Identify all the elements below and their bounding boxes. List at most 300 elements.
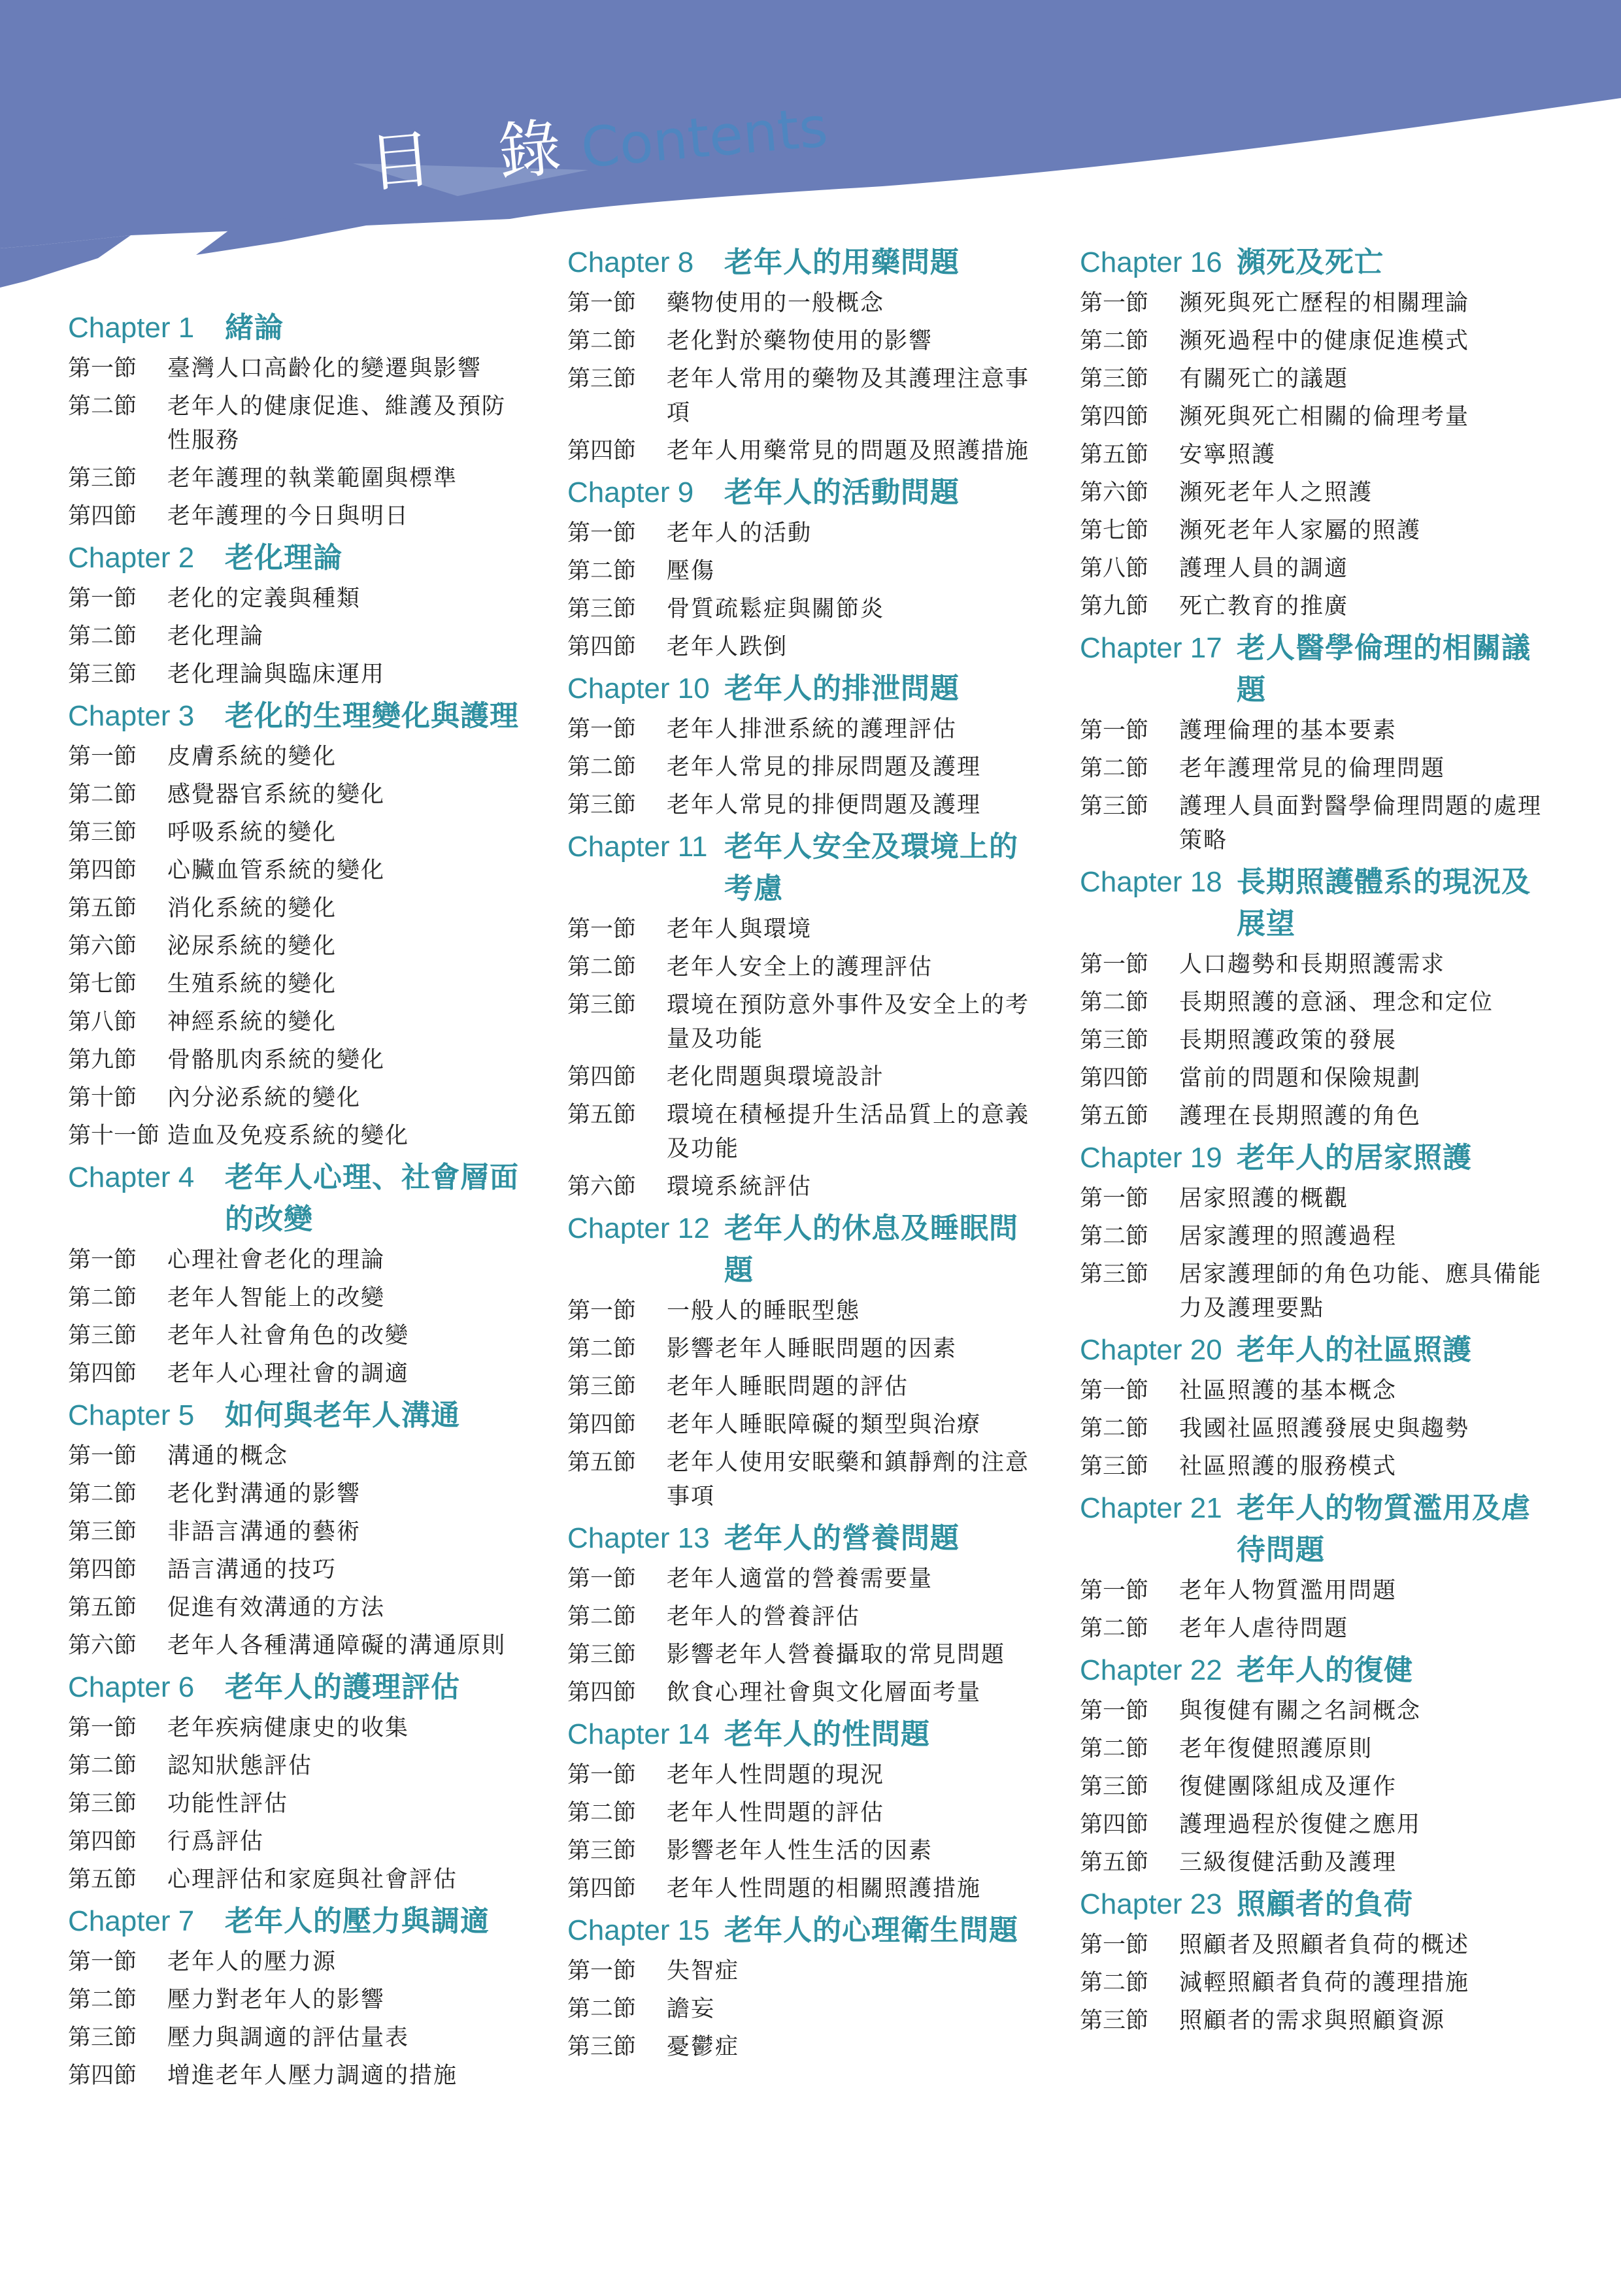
section-number: 第三節 [68, 1323, 137, 1349]
section-number: 第一節 [68, 1949, 137, 1975]
section-entry[interactable] [1080, 2004, 1550, 2038]
section-title: 壓力與調適的評估量表 [167, 2025, 410, 2051]
section-entry[interactable] [1080, 590, 1550, 624]
section-number: 第三節 [567, 1374, 637, 1400]
chapter-title: 老年人的心理衛生問題 [724, 1914, 1018, 1947]
section-title: 老年人跌倒 [667, 634, 788, 660]
section-title: 骨骼肌肉系統的變化 [167, 1047, 386, 1073]
toc-column-1 [68, 303, 526, 2097]
chapter-label: Chapter 11 [567, 831, 708, 863]
section-entry[interactable] [1080, 1257, 1550, 1325]
section-number: 第三節 [68, 2025, 137, 2051]
section-title: 增進老年人壓力調適的措施 [167, 2063, 458, 2089]
section-number: 第四節 [1080, 1812, 1149, 1838]
section-title: 老年人物質濫用問題 [1179, 1578, 1397, 1604]
chapter-label: Chapter 6 [68, 1671, 195, 1703]
section-entry[interactable] [567, 950, 1038, 984]
section-entry[interactable] [68, 1553, 526, 1587]
section-number: 第四節 [68, 1829, 137, 1855]
section-entry[interactable] [567, 1098, 1038, 1166]
section-entry[interactable] [1080, 552, 1550, 586]
section-entry[interactable] [68, 1477, 526, 1511]
section-number: 第三節 [567, 1838, 637, 1864]
section-number: 第五節 [1080, 442, 1149, 468]
section-entry[interactable] [567, 286, 1038, 320]
chapter-heading[interactable] [567, 1208, 1038, 1291]
section-entry[interactable] [567, 1060, 1038, 1094]
section-title: 護理人員面對醫學倫理問題的處理策略 [1179, 793, 1543, 854]
section-number: 第五節 [68, 1867, 137, 1893]
section-entry[interactable] [68, 1711, 526, 1745]
section-title: 行爲評估 [167, 1829, 265, 1855]
section-entry[interactable] [567, 1446, 1038, 1514]
section-entry[interactable] [68, 499, 526, 533]
section-entry[interactable] [567, 750, 1038, 784]
section-number: 第五節 [1080, 1103, 1149, 1129]
section-entry[interactable] [1080, 1574, 1550, 1608]
section-number: 第一節 [1080, 1698, 1149, 1724]
section-entry[interactable] [68, 1591, 526, 1625]
section-entry[interactable] [567, 1562, 1038, 1596]
chapter-title: 老人醫學倫理的相關議題 [1237, 631, 1531, 707]
chapter-title: 老化的生理變化與護理 [225, 699, 519, 733]
section-number: 第二節 [567, 558, 637, 584]
section-title: 瀕死與死亡歷程的相關理論 [1179, 290, 1470, 316]
section-entry[interactable] [1080, 1061, 1550, 1095]
section-title: 當前的問題和保險規劃 [1179, 1065, 1422, 1091]
section-number: 第三節 [567, 792, 637, 818]
chapter-label: Chapter 5 [68, 1399, 195, 1431]
section-title: 老年人的活動 [667, 520, 812, 546]
section-number: 第六節 [567, 1174, 637, 1200]
section-title: 皮膚系統的變化 [167, 744, 337, 770]
chapter-label: Chapter 8 [567, 246, 694, 278]
chapter-label: Chapter 19 [1080, 1142, 1222, 1174]
section-number: 第二節 [1080, 756, 1149, 782]
section-title: 人口趨勢和長期照護需求 [1179, 952, 1446, 978]
section-entry[interactable] [68, 740, 526, 774]
section-number: 第八節 [1080, 556, 1149, 582]
section-entry[interactable] [567, 788, 1038, 822]
chapter-title: 老年人的性問題 [724, 1718, 930, 1751]
chapter-label: Chapter 14 [567, 1718, 710, 1750]
section-entry[interactable] [567, 1408, 1038, 1442]
section-entry[interactable] [1080, 1694, 1550, 1728]
section-entry[interactable] [68, 1825, 526, 1859]
section-number: 第二節 [567, 754, 637, 780]
section-entry[interactable] [68, 1357, 526, 1391]
section-title: 影響老年人睡眠問題的因素 [667, 1336, 958, 1362]
section-entry[interactable] [68, 461, 526, 495]
section-title: 老年人社會角色的改變 [167, 1323, 410, 1349]
section-number: 第十節 [68, 1085, 137, 1111]
chapter-heading[interactable] [1080, 1488, 1550, 1571]
section-title: 護理倫理的基本要素 [1179, 718, 1397, 744]
section-title: 老年人常用的藥物及其護理注意事項 [667, 366, 1030, 426]
section-number: 第二節 [68, 782, 137, 808]
section-entry[interactable] [1080, 476, 1550, 510]
section-number: 第一節 [1080, 952, 1149, 978]
chapter-heading[interactable] [68, 537, 526, 579]
section-entry[interactable] [567, 630, 1038, 664]
section-entry[interactable] [68, 967, 526, 1001]
section-title: 長期照護政策的發展 [1179, 1027, 1397, 1054]
section-entry[interactable] [68, 1243, 526, 1277]
toc-column-2 [567, 238, 1038, 2068]
section-title: 內分泌系統的變化 [167, 1085, 361, 1111]
section-title: 有關死亡的議題 [1179, 366, 1349, 392]
section-entry[interactable] [1080, 752, 1550, 786]
section-entry[interactable] [1080, 790, 1550, 857]
chapter-heading[interactable] [1080, 1329, 1550, 1371]
section-entry[interactable] [567, 1992, 1038, 2026]
section-entry[interactable] [1080, 362, 1550, 396]
section-number: 第一節 [567, 1298, 637, 1324]
section-number: 第四節 [1080, 404, 1149, 430]
section-entry[interactable] [1080, 1732, 1550, 1766]
section-entry[interactable] [567, 1294, 1038, 1328]
chapter-heading[interactable] [68, 695, 526, 737]
section-title: 瀕死與死亡相關的倫理考量 [1179, 404, 1470, 430]
section-entry[interactable] [567, 1600, 1038, 1634]
section-entry[interactable] [1080, 1966, 1550, 2000]
section-entry[interactable] [68, 929, 526, 963]
section-title: 老年人睡眠障礙的類型與治療 [667, 1412, 982, 1438]
section-entry[interactable] [68, 1863, 526, 1897]
section-entry[interactable] [68, 2059, 526, 2093]
section-title: 老化問題與環境設計 [667, 1064, 885, 1090]
section-title: 造血及免疫系統的變化 [167, 1123, 410, 1149]
section-entry[interactable] [1080, 1412, 1550, 1446]
chapter-label: Chapter 13 [567, 1522, 710, 1554]
chapter-label: Chapter 4 [68, 1161, 195, 1193]
section-entry[interactable] [567, 1872, 1038, 1906]
section-entry[interactable] [1080, 438, 1550, 472]
chapter-heading[interactable] [68, 1157, 526, 1240]
chapter-title: 長期照護體系的現況及展望 [1237, 865, 1531, 940]
chapter-heading[interactable] [68, 1395, 526, 1437]
section-entry[interactable] [68, 816, 526, 850]
section-number: 第四節 [68, 503, 137, 529]
chapter-heading[interactable] [567, 1910, 1038, 1952]
section-entry[interactable] [1080, 400, 1550, 434]
section-entry[interactable] [1080, 1374, 1550, 1408]
section-title: 復健團隊組成及運作 [1179, 1774, 1397, 1800]
section-number: 第六節 [1080, 480, 1149, 506]
chapter-title: 老化理論 [225, 541, 343, 574]
section-title: 瀕死老年人之照護 [1179, 480, 1373, 506]
section-title: 臺灣人口高齡化的變遷與影響 [167, 356, 482, 382]
section-number: 第一節 [567, 716, 637, 742]
section-title: 心臟血管系統的變化 [167, 857, 386, 884]
chapter-heading[interactable] [567, 1518, 1038, 1559]
section-title: 環境在積極提升生活品質上的意義及功能 [667, 1102, 1030, 1162]
section-title: 老化的定義與種類 [167, 586, 361, 612]
section-entry[interactable] [567, 1370, 1038, 1404]
section-number: 第五節 [1080, 1850, 1149, 1876]
chapter-label: Chapter 15 [567, 1914, 710, 1946]
section-number: 第三節 [1080, 1454, 1149, 1480]
section-title: 我國社區照護發展史與趨勢 [1179, 1416, 1470, 1442]
section-entry[interactable] [1080, 1612, 1550, 1646]
section-title: 飲食心理社會與文化層面考量 [667, 1680, 982, 1706]
section-title: 環境在預防意外事件及安全上的考量及功能 [667, 992, 1030, 1052]
section-number: 第三節 [567, 992, 637, 1018]
section-entry[interactable] [68, 620, 526, 654]
section-entry[interactable] [1080, 1808, 1550, 1842]
section-entry[interactable] [68, 1945, 526, 1979]
section-title: 減輕照顧者負荷的護理措施 [1179, 1970, 1470, 1996]
chapter-title: 老年人的活動問題 [724, 476, 960, 509]
section-entry[interactable] [68, 1787, 526, 1821]
section-entry[interactable] [1080, 1099, 1550, 1133]
section-title: 老年人的健康促進、維護及預防性服務 [167, 393, 507, 454]
chapter-title: 老年人的復健 [1237, 1654, 1413, 1687]
section-title: 與復健有關之名詞概念 [1179, 1698, 1422, 1724]
chapter-label: Chapter 2 [68, 542, 195, 574]
chapter-heading[interactable] [567, 242, 1038, 284]
chapter-heading[interactable] [1080, 1137, 1550, 1179]
section-entry[interactable] [567, 362, 1038, 430]
section-entry[interactable] [567, 988, 1038, 1056]
section-entry[interactable] [68, 1081, 526, 1115]
chapter-heading[interactable] [68, 1667, 526, 1708]
section-entry[interactable] [567, 324, 1038, 358]
section-entry[interactable] [68, 891, 526, 925]
section-entry[interactable] [68, 1043, 526, 1077]
section-number: 第一節 [567, 1762, 637, 1788]
section-entry[interactable] [68, 1005, 526, 1039]
section-number: 第一節 [1080, 1932, 1149, 1958]
section-entry[interactable] [1080, 1220, 1550, 1254]
section-entry[interactable] [68, 854, 526, 888]
section-entry[interactable] [567, 1170, 1038, 1204]
section-number: 第四節 [567, 1412, 637, 1438]
chapter-title: 如何與老年人溝通 [225, 1399, 460, 1432]
section-entry[interactable] [1080, 1846, 1550, 1880]
section-title: 生殖系統的變化 [167, 971, 337, 997]
section-number: 第三節 [1080, 793, 1149, 820]
toc-column-3 [1080, 238, 1550, 2042]
section-number: 第二節 [68, 1481, 137, 1507]
section-entry[interactable] [567, 912, 1038, 946]
chapter-title: 老年人的居家照護 [1237, 1141, 1472, 1174]
section-entry[interactable] [68, 1319, 526, 1353]
section-number: 第四節 [567, 1680, 637, 1706]
section-entry[interactable] [68, 390, 526, 458]
section-entry[interactable] [68, 1983, 526, 2017]
section-title: 非語言溝通的藝術 [167, 1519, 361, 1545]
chapter-heading[interactable] [1080, 1884, 1550, 1925]
section-title: 老化對於藥物使用的影響 [667, 328, 933, 354]
section-number: 第五節 [68, 895, 137, 922]
section-entry[interactable] [68, 1281, 526, 1315]
section-title: 老年人心理社會的調適 [167, 1361, 410, 1387]
section-number: 第九節 [1080, 593, 1149, 620]
section-entry[interactable] [1080, 986, 1550, 1020]
section-number: 第七節 [1080, 518, 1149, 544]
section-number: 第三節 [567, 366, 637, 392]
section-number: 第三節 [567, 1642, 637, 1668]
section-title: 泌尿系統的變化 [167, 933, 337, 959]
chapter-title: 老年人的排泄問題 [724, 672, 960, 705]
section-entry[interactable] [68, 778, 526, 812]
section-number: 第三節 [1080, 366, 1149, 392]
section-number: 第一節 [68, 586, 137, 612]
section-entry[interactable] [567, 1758, 1038, 1792]
section-title: 感覺器官系統的變化 [167, 782, 386, 808]
chapter-heading[interactable] [567, 1714, 1038, 1755]
chapter-heading[interactable] [567, 826, 1038, 910]
section-number: 第三節 [68, 465, 137, 491]
section-title: 影響老年人性生活的因素 [667, 1838, 933, 1864]
section-number: 第二節 [567, 954, 637, 980]
section-number: 第六節 [68, 1633, 137, 1659]
chapter-label: Chapter 9 [567, 476, 694, 508]
section-entry[interactable] [567, 1332, 1038, 1366]
section-entry[interactable] [68, 352, 526, 386]
section-number: 第一節 [1080, 1378, 1149, 1404]
section-number: 第八節 [68, 1009, 137, 1035]
section-entry[interactable] [68, 2021, 526, 2055]
section-title: 老年人安全上的護理評估 [667, 954, 933, 980]
section-title: 照顧者及照顧者負荷的概述 [1179, 1932, 1470, 1958]
section-entry[interactable] [68, 1629, 526, 1663]
section-number: 第十一節 [68, 1123, 160, 1149]
section-entry[interactable] [1080, 1450, 1550, 1484]
section-title: 老化理論與臨床運用 [167, 661, 386, 688]
chapter-label: Chapter 16 [1080, 246, 1222, 278]
section-entry[interactable] [567, 1638, 1038, 1672]
section-number: 第三節 [68, 1519, 137, 1545]
section-number: 第九節 [68, 1047, 137, 1073]
section-title: 老化理論 [167, 624, 265, 650]
section-number: 第二節 [1080, 1736, 1149, 1762]
section-title: 呼吸系統的變化 [167, 820, 337, 846]
section-entry[interactable] [1080, 948, 1550, 982]
section-entry[interactable] [68, 1515, 526, 1549]
section-number: 第三節 [68, 820, 137, 846]
section-entry[interactable] [68, 1749, 526, 1783]
section-entry[interactable] [1080, 1023, 1550, 1057]
section-title: 瀕死過程中的健康促進模式 [1179, 328, 1470, 354]
section-entry[interactable] [567, 712, 1038, 746]
section-number: 第一節 [567, 290, 637, 316]
chapter-heading[interactable] [1080, 242, 1550, 284]
chapter-label: Chapter 22 [1080, 1654, 1222, 1686]
section-title: 老年人與環境 [667, 916, 812, 942]
chapter-heading[interactable] [1080, 1650, 1550, 1691]
chapter-label: Chapter 20 [1080, 1334, 1222, 1366]
section-title: 老年人使用安眠藥和鎮靜劑的注意事項 [667, 1450, 1030, 1510]
section-entry[interactable] [68, 1439, 526, 1473]
section-entry[interactable] [68, 657, 526, 691]
section-entry[interactable] [1080, 324, 1550, 358]
section-number: 第一節 [567, 520, 637, 546]
section-entry[interactable] [68, 582, 526, 616]
section-number: 第二節 [1080, 1223, 1149, 1250]
chapter-title: 老年人的物質濫用及虐待問題 [1237, 1491, 1531, 1567]
chapter-title: 老年人的休息及睡眠問題 [724, 1212, 1018, 1287]
section-number: 第四節 [68, 1361, 137, 1387]
section-title: 居家照護的概觀 [1179, 1186, 1349, 1212]
section-title: 瀕死老年人家屬的照護 [1179, 518, 1422, 544]
chapter-heading[interactable] [567, 472, 1038, 514]
section-entry[interactable] [567, 592, 1038, 626]
section-entry[interactable] [567, 2030, 1038, 2064]
section-title: 老年人常見的排便問題及護理 [667, 792, 982, 818]
section-number: 第二節 [1080, 1970, 1149, 1996]
section-title: 功能性評估 [167, 1791, 289, 1817]
section-title: 藥物使用的一般概念 [667, 290, 885, 316]
section-entry[interactable] [1080, 1770, 1550, 1804]
chapter-title: 老年人心理、社會層面的改變 [225, 1161, 519, 1236]
section-number: 第一節 [567, 1958, 637, 1984]
section-number: 第二節 [567, 1996, 637, 2022]
section-number: 第三節 [68, 1791, 137, 1817]
section-entry[interactable] [1080, 714, 1550, 748]
chapter-heading[interactable] [68, 307, 526, 349]
section-entry[interactable] [567, 1796, 1038, 1830]
section-number: 第三節 [1080, 1261, 1149, 1288]
section-title: 一般人的睡眠型態 [667, 1298, 861, 1324]
section-title: 護理過程於復健之應用 [1179, 1812, 1422, 1838]
section-title: 壓力對老年人的影響 [167, 1987, 386, 2013]
title-zh: 目 錄 [365, 108, 588, 201]
section-number: 第三節 [567, 596, 637, 622]
section-title: 死亡教育的推廣 [1179, 593, 1349, 620]
section-number: 第四節 [567, 1064, 637, 1090]
chapter-heading[interactable] [567, 668, 1038, 710]
section-number: 第一節 [1080, 1186, 1149, 1212]
chapter-title: 老年人安全及環境上的考慮 [724, 830, 1018, 905]
section-entry[interactable] [567, 1834, 1038, 1868]
section-entry[interactable] [1080, 286, 1550, 320]
section-entry[interactable] [1080, 1182, 1550, 1216]
section-title: 促進有效溝通的方法 [167, 1595, 386, 1621]
chapter-heading[interactable] [1080, 627, 1550, 711]
section-entry[interactable] [1080, 514, 1550, 548]
section-title: 社區照護的服務模式 [1179, 1454, 1397, 1480]
section-entry[interactable] [68, 1119, 526, 1153]
section-title: 老年復健照護原則 [1179, 1736, 1373, 1762]
section-entry[interactable] [567, 434, 1038, 468]
section-entry[interactable] [567, 554, 1038, 588]
section-number: 第三節 [1080, 1774, 1149, 1800]
section-number: 第四節 [68, 1557, 137, 1583]
chapter-heading[interactable] [1080, 861, 1550, 945]
chapter-label: Chapter 10 [567, 673, 710, 705]
chapter-label: Chapter 21 [1080, 1492, 1222, 1524]
section-number: 第二節 [1080, 990, 1149, 1016]
section-number: 第六節 [68, 933, 137, 959]
section-entry[interactable] [1080, 1928, 1550, 1962]
chapter-title: 老年人的用藥問題 [724, 246, 960, 279]
section-number: 第二節 [567, 1800, 637, 1826]
section-title: 老年護理的執業範圍與標準 [167, 465, 458, 491]
chapter-heading[interactable] [68, 1901, 526, 1942]
section-entry[interactable] [567, 516, 1038, 550]
section-title: 老年人性問題的相關照護措施 [667, 1876, 982, 1902]
section-entry[interactable] [567, 1676, 1038, 1710]
section-number: 第二節 [567, 1336, 637, 1362]
section-title: 社區照護的基本概念 [1179, 1378, 1397, 1404]
section-entry[interactable] [567, 1954, 1038, 1988]
section-title: 長期照護的意涵、理念和定位 [1179, 990, 1494, 1016]
section-title: 老年人的營養評估 [667, 1604, 861, 1630]
chapter-title: 老年人的壓力與調適 [225, 1905, 490, 1938]
section-title: 居家護理師的角色功能、應具備能力及護理要點 [1179, 1261, 1543, 1322]
